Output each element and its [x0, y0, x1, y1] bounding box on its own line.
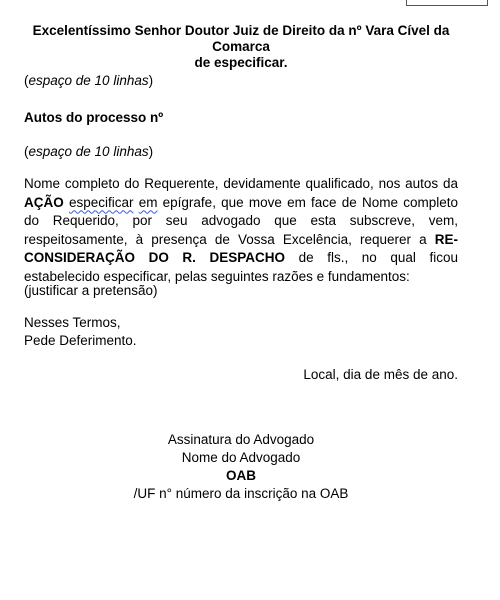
space-note-2: [24, 143, 153, 161]
body-part-1: Nome completo do Requerente, devidamente qualificado, nos autos da: [24, 176, 458, 191]
body-part-2: epígrafe, que move em face de Nome completo do Requerido, por seu advogado que esta subscreve, vem, respeitosamente, à presença de Vossa Excelência, requerer a: [24, 194, 458, 247]
space-note-text: espaço de 10 linhas: [28, 144, 149, 159]
closing-line-2: Pede Deferimento.: [24, 333, 137, 348]
heading-line-2: de especificar.: [194, 55, 288, 70]
oab-details: /UF n° número da inscrição na OAB: [133, 486, 349, 501]
signature-line-1: Assinatura do Advogado: [167, 432, 315, 447]
space-note-close: ): [148, 73, 154, 88]
signature-line-3: [24, 467, 458, 503]
document-heading: [24, 23, 458, 71]
space-note-open: (: [24, 73, 29, 88]
signature-block: [24, 431, 458, 503]
justify-note: (justificar a pretensão): [24, 283, 158, 298]
closing-block: [24, 314, 137, 350]
body-part-3: de fls., no qual ficou estabelecido especificar, pelas seguintes razões e fundamentos:: [24, 250, 458, 284]
body-paragraph: [24, 175, 458, 286]
reconsideracao-text: RE-CONSIDERAÇÃO DO R. DESPACHO: [24, 231, 458, 265]
heading-line-1: Excelentíssimo Senhor Doutor Juiz de Direito da nº Vara Cível da Comarca: [32, 23, 450, 54]
signature-line-2: Nome do Advogado: [181, 450, 301, 465]
space-note-open: (: [24, 144, 29, 159]
oab-label: OAB: [226, 468, 256, 483]
space-note-close: ): [148, 144, 154, 159]
closing-line-1: Nesses Termos,: [24, 315, 121, 330]
space-note-1: [24, 72, 153, 90]
place-date: Local, dia de mês de ano.: [303, 367, 458, 382]
space-note-text: espaço de 10 linhas: [28, 73, 149, 88]
top-frame: [406, 0, 488, 6]
spellcheck-especificar: especificar: [68, 194, 134, 210]
acao-text: AÇÃO: [24, 194, 64, 210]
spellcheck-em: em: [138, 194, 158, 210]
autos-label: Autos do processo nº: [24, 110, 164, 125]
